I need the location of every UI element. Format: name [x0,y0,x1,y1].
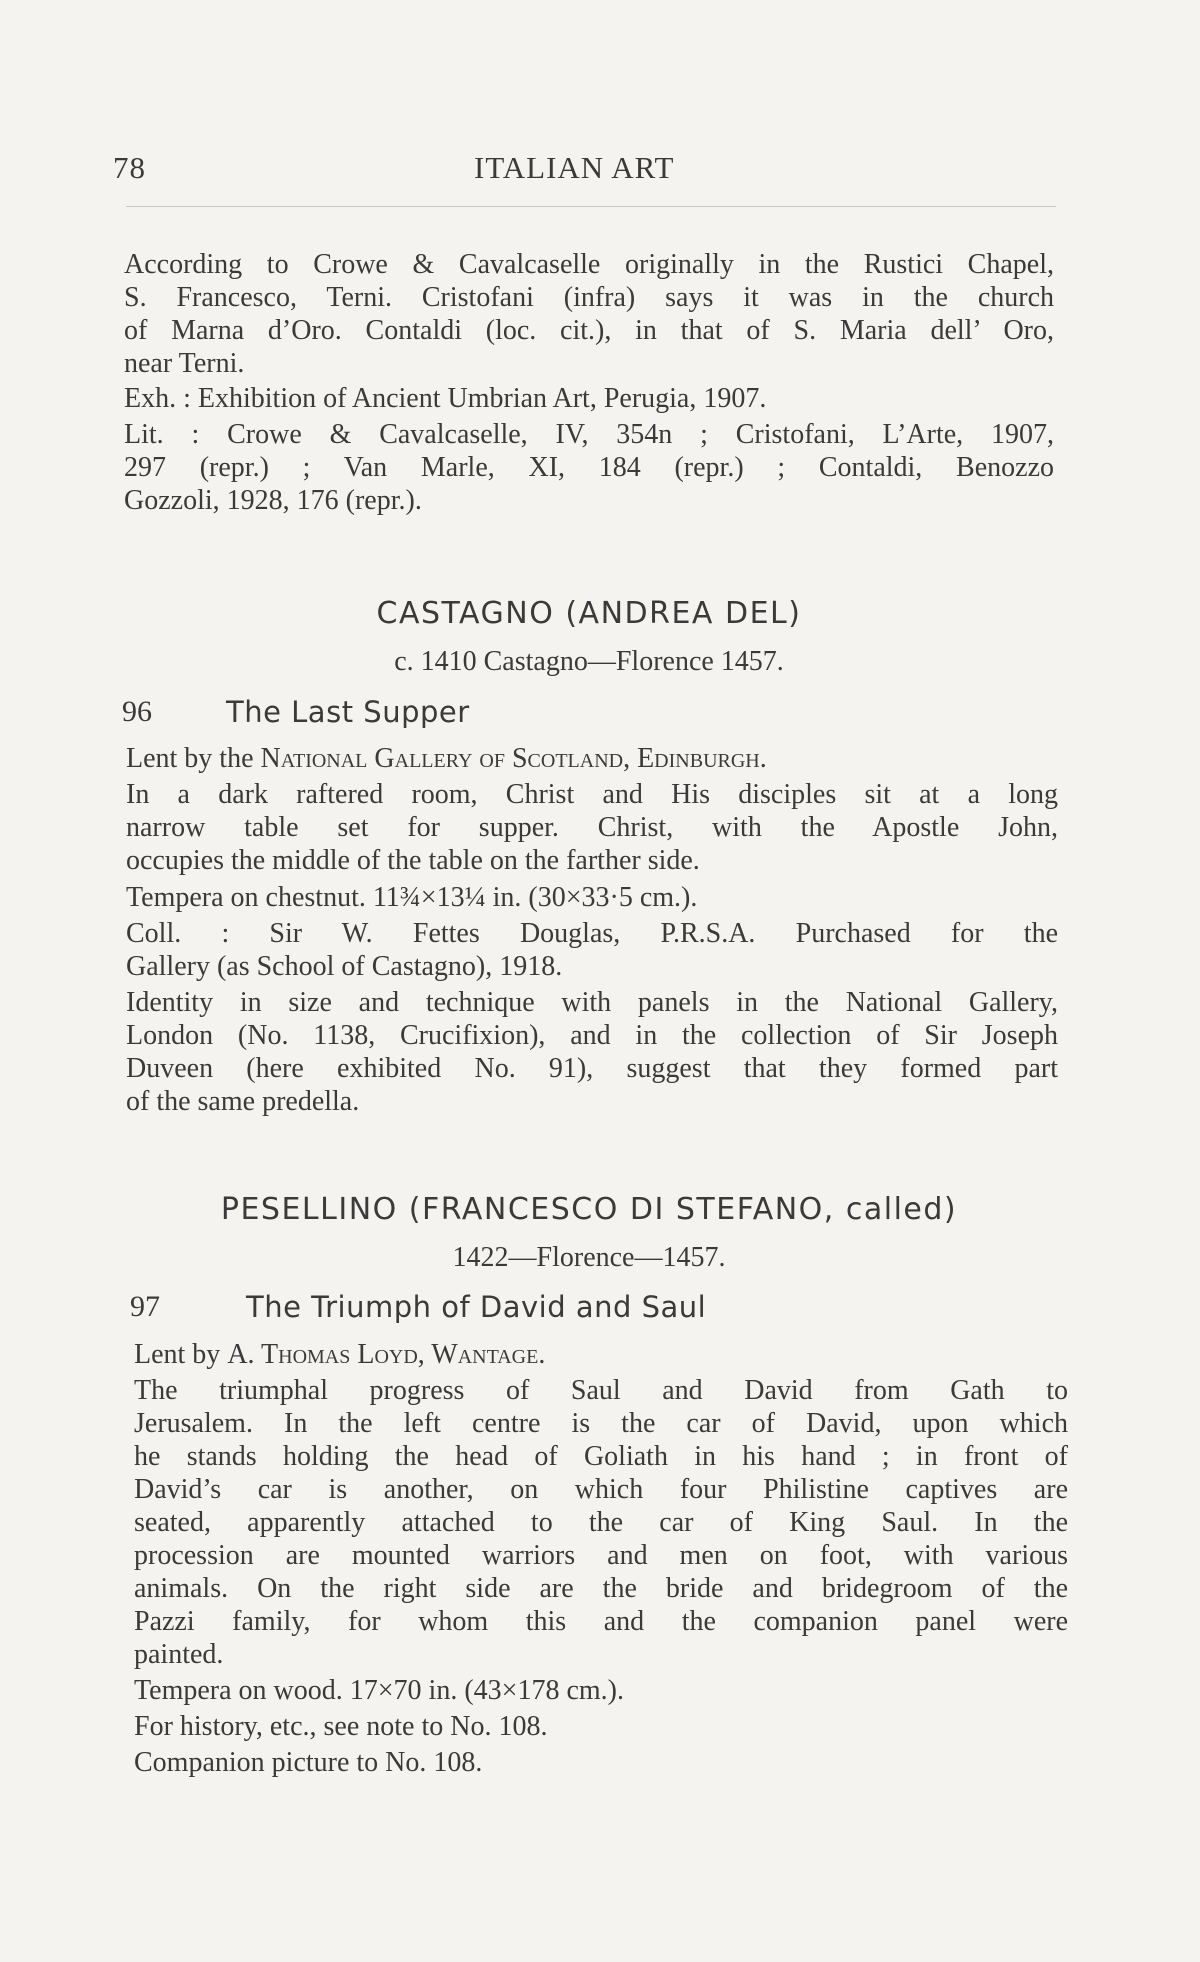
artist-heading-castagno: CASTAGNO (ANDREA DEL) [376,596,802,631]
catalogue-number-96: 96 [122,695,152,728]
lender-line-96 [126,742,767,775]
prev-line-4: near Terni. [124,348,245,379]
description-96-line-1: In a dark raftered room, Christ and His disciples sit at a long [126,779,1058,810]
literature-line-2: 297 (repr.) ; Van Marle, XI, 184 (repr.) ; Contaldi, Benozzo [124,452,1054,483]
work-title-96: The Last Supper [226,695,470,729]
lender-line-97 [134,1338,545,1371]
lender-name: National Gallery of Scotland, Edinburgh. [260,743,767,774]
collection-96-line-1: Coll. : Sir W. Fettes Douglas, P.R.S.A. Purchased for the [126,918,1058,949]
description-97-line-4: David’s car is another, on which four Philistine captives are [134,1474,1068,1505]
description-97-line-1: The triumphal progress of Saul and David from Gath to [134,1375,1068,1406]
description-96-line-3: occupies the middle of the table on the farther side. [126,845,700,876]
description-97-line-2: Jerusalem. In the left centre is the car of David, upon which [134,1408,1068,1439]
description-97-line-9: painted. [134,1639,224,1670]
description-97-line-7: animals. On the right side are the bride and bridegroom of the [134,1573,1068,1604]
prev-line-1: According to Crowe & Cavalcaselle originally in the Rustici Chapel, [124,249,1054,280]
description-96-line-2: narrow table set for supper. Christ, with the Apostle John, [126,812,1058,843]
prev-line-2: S. Francesco, Terni. Cristofani (infra) says it was in the church [124,282,1054,313]
note-96-line-4: of the same predella. [126,1086,360,1117]
header-rule [126,206,1056,207]
note-96-line-2: London (No. 1138, Crucifixion), and in the collection of Sir Joseph [126,1020,1058,1051]
lender-name: A. Thomas Loyd, Wantage. [227,1339,546,1370]
running-title: ITALIAN ART [474,150,675,185]
prev-line-3: of Marna d’Oro. Contaldi (loc. cit.), in that of S. Maria dell’ Oro, [124,315,1054,346]
work-title-97: The Triumph of David and Saul [246,1290,707,1324]
medium-97: Tempera on wood. 17×70 in. (43×178 cm.). [134,1675,624,1706]
lender-prefix: Lent by the [126,743,261,774]
artist-dates-castagno: c. 1410 Castagno—Florence 1457. [394,646,784,677]
exhibition-line: Exh. : Exhibition of Ancient Umbrian Art, Perugia, 1907. [124,383,767,414]
lender-prefix: Lent by [134,1339,228,1370]
medium-96: Tempera on chestnut. 11¾×13¼ in. (30×33·5 cm.). [126,882,698,913]
description-97-line-3: he stands holding the head of Goliath in his hand ; in front of [134,1441,1068,1472]
artist-dates-pesellino: 1422—Florence—1457. [452,1242,726,1273]
literature-line-1: Lit. : Crowe & Cavalcaselle, IV, 354n ; Cristofani, L’Arte, 1907, [124,419,1054,450]
collection-96-line-2: Gallery (as School of Castagno), 1918. [126,951,563,982]
page-number: 78 [113,150,146,185]
description-97-line-8: Pazzi family, for whom this and the companion panel were [134,1606,1068,1637]
literature-line-3: Gozzoli, 1928, 176 (repr.). [124,485,422,516]
description-97-line-5: seated, apparently attached to the car of King Saul. In the [134,1507,1068,1538]
history-note-97: For history, etc., see note to No. 108. [134,1711,548,1742]
description-97-line-6: procession are mounted warriors and men on foot, with various [134,1540,1068,1571]
note-96-line-3: Duveen (here exhibited No. 91), suggest that they formed part [126,1053,1058,1084]
catalogue-number-97: 97 [130,1290,160,1323]
note-96-line-1: Identity in size and technique with panels in the National Gallery, [126,987,1058,1018]
companion-note-97: Companion picture to No. 108. [134,1747,483,1778]
artist-heading-pesellino: PESELLINO (FRANCESCO DI STEFANO, called) [220,1192,958,1227]
